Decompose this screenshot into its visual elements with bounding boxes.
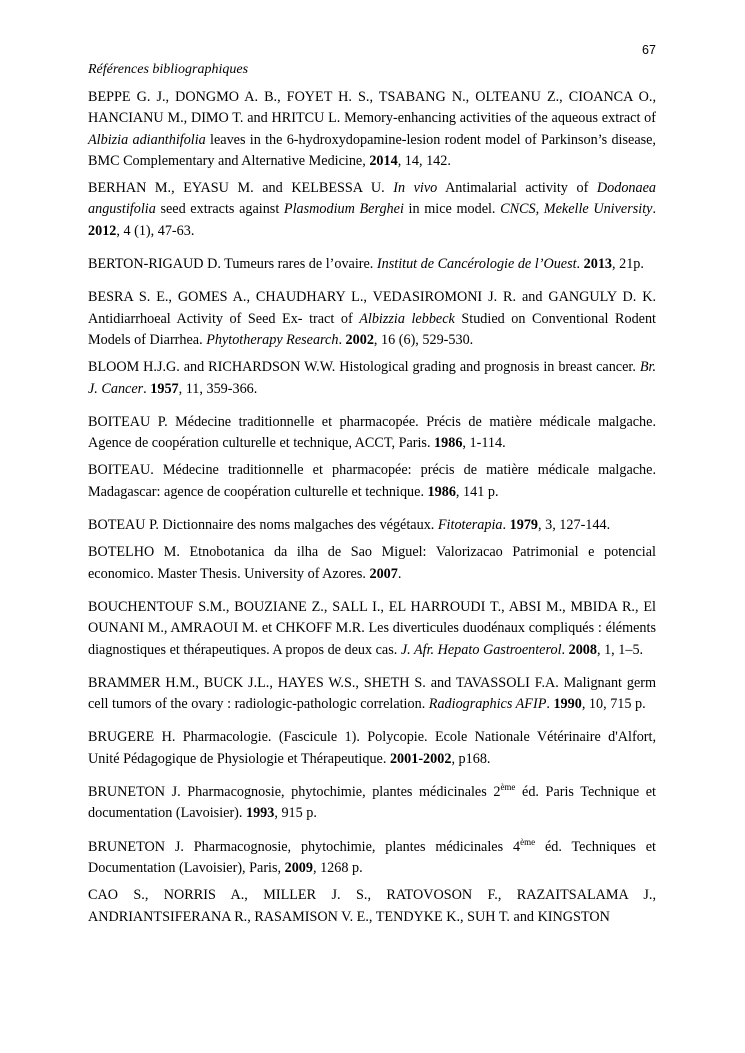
reference-year: 2013	[583, 256, 613, 273]
reference-italic-text: In vivo	[393, 180, 438, 197]
reference-text: , 1-114.	[462, 435, 506, 452]
reference-text: .	[561, 641, 569, 658]
reference-italic-text: Fitoterapia	[437, 517, 503, 534]
reference-year: 1986	[427, 483, 456, 500]
reference-text: , 21p.	[612, 256, 644, 273]
reference-text: Antimalarial activity of	[437, 180, 597, 197]
reference-entry	[88, 357, 656, 400]
reference-list	[88, 87, 656, 934]
reference-text: , 141 p.	[455, 483, 499, 500]
reference-italic-text: Radiographics AFIP	[428, 696, 547, 713]
reference-text: , 1, 1–5.	[596, 641, 644, 658]
reference-text: , p168.	[451, 750, 491, 767]
reference-text: in mice model.	[403, 201, 501, 218]
reference-year: 1957	[150, 380, 179, 397]
reference-entry	[88, 287, 656, 351]
reference-year: 1979	[509, 517, 538, 534]
reference-text: BOITEAU P. Médecine traditionnelle et pharmacopée. Précis de matière médicale malgache. Agence de coopération culturelle et technique, ACCT, Paris.	[88, 413, 656, 452]
reference-year: 2012	[88, 222, 117, 239]
reference-entry	[88, 885, 656, 928]
reference-entry	[88, 673, 656, 716]
reference-text: BRUNETON J. Pharmacognosie, phytochimie, plantes médicinales 4	[88, 838, 521, 855]
reference-entry	[88, 542, 656, 585]
reference-italic-text: Phytotherapy Research	[206, 331, 339, 348]
reference-text: CAO S., NORRIS A., MILLER J. S., RATOVOSON F., RAZAITSALAMA J., ANDRIANTSIFERANA R., RASAMISON V. E., TENDYKE K., SUH T. and KINGSTON	[88, 887, 656, 925]
page-number: 67	[642, 43, 656, 57]
reference-text: BRAMMER H.M., BUCK J.L., HAYES W.S., SHETH S. and TAVASSOLI F.A. Malignant germ cell tumors of the ovary : radiologic-pathologic correlation.	[88, 674, 656, 713]
reference-italic-text: Institut de Cancérologie de l’Ouest	[376, 256, 577, 273]
reference-entry	[88, 837, 656, 880]
reference-text: seed extracts against	[155, 201, 284, 218]
reference-italic-text: Br. J. Cancer	[88, 359, 656, 397]
reference-text: , 10, 715 p.	[581, 696, 646, 713]
reference-italic-text: Albizia adianthifolia	[88, 131, 206, 148]
reference-italic-text: Albizzia lebbeck	[359, 310, 455, 327]
reference-year: 2014	[369, 152, 398, 169]
reference-text: , 3, 127-144.	[538, 517, 611, 534]
reference-superscript: ème	[520, 836, 536, 847]
reference-text: .	[652, 201, 656, 218]
section-heading: Références bibliographiques	[88, 62, 249, 77]
reference-year: 2007	[369, 565, 398, 582]
reference-entry	[88, 412, 656, 455]
reference-entry	[88, 515, 656, 536]
reference-entry	[88, 727, 656, 770]
reference-text: BERTON-RIGAUD D. Tumeurs rares de l’ovaire.	[88, 256, 377, 273]
reference-italic-text: J. Afr. Hepato Gastroenterol	[400, 641, 562, 658]
reference-text: .	[397, 565, 402, 582]
reference-text: BOITEAU. Médecine traditionnelle et pharmacopée: précis de matière médicale malgache. Madagascar: agence de coopération culturelle et technique.	[88, 462, 656, 500]
reference-text: BOUCHENTOUF S.M., BOUZIANE Z., SALL I., EL HARROUDI T., ABSI M., MBIDA R., El OUNANI M., AMRAOUI M. et CHKOFF M.R. Les diverticules duodénaux compliqués : éléments diagnostiques et thérapeutiques. A propos de deux cas.	[88, 598, 656, 658]
reference-text: , 915 p.	[274, 805, 317, 822]
reference-text: BRUGERE H. Pharmacologie. (Fascicule 1). Polycopie. Ecole Nationale Vétérinaire d'Alfort, Unité Pédagogique de Physiologie et Thérapeutique.	[88, 729, 656, 767]
reference-superscript: ème	[500, 782, 516, 793]
reference-italic-text: Plasmodium Berghei	[283, 201, 404, 218]
reference-text: éd. Paris Technique et documentation (Lavoisier).	[88, 784, 656, 822]
reference-entry	[88, 460, 656, 503]
reference-text: Studied on Conventional Rodent Models of Diarrhea.	[88, 310, 656, 348]
reference-text: , 14, 142.	[397, 152, 451, 169]
reference-entry	[88, 597, 656, 661]
reference-text: BOTELHO M. Etnobotanica da ilha de Sao Miguel: Valorizacao Patrimonial e potencial economico. Master Thesis. University of Azores.	[88, 544, 656, 582]
reference-text: , 4 (1), 47-63.	[116, 222, 195, 239]
reference-text: BEPPE G. J., DONGMO A. B., FOYET H. S., TSABANG N., OLTEANU Z., CIOANCA O., HANCIANU M., DIMO T. and HRITCU L. Memory-enhancing activities of the aqueous extract of	[88, 89, 656, 127]
reference-year: 1986	[434, 435, 463, 452]
reference-text: BOTEAU P. Dictionnaire des noms malgaches des végétaux.	[88, 517, 438, 534]
reference-text: .	[546, 696, 554, 713]
reference-year: 2008	[568, 641, 597, 658]
reference-entry	[88, 87, 656, 172]
reference-year: 1990	[553, 696, 582, 713]
reference-year: 2002	[345, 331, 374, 348]
reference-text: , 11, 359-366.	[178, 380, 258, 397]
reference-text: BRUNETON J. Pharmacognosie, phytochimie, plantes médicinales 2	[88, 784, 501, 801]
reference-text: éd. Techniques et Documentation (Lavoisier), Paris,	[88, 838, 656, 876]
reference-entry	[88, 178, 656, 242]
reference-text: .	[143, 380, 151, 397]
reference-year: 2001-2002	[389, 750, 452, 767]
reference-year: 2009	[284, 859, 313, 876]
reference-text: .	[338, 331, 346, 348]
reference-text: .	[502, 517, 510, 534]
reference-text: , 16 (6), 529-530.	[373, 331, 474, 348]
reference-entry	[88, 782, 656, 825]
reference-text: BLOOM H.J.G. and RICHARDSON W.W. Histological grading and prognosis in breast cancer.	[88, 359, 640, 376]
reference-text: BESRA S. E., GOMES A., CHAUDHARY L., VEDASIROMONI J. R. and GANGULY D. K. Antidiarrhoeal Activity of Seed Ex- tract of	[88, 289, 656, 327]
reference-text: .	[576, 256, 584, 273]
reference-text: , 1268 p.	[312, 859, 363, 876]
reference-text: BERHAN M., EYASU M. and KELBESSA U.	[88, 180, 394, 197]
reference-italic-text: Dodonaea angustifolia	[88, 180, 656, 218]
reference-year: 1993	[245, 805, 275, 822]
reference-italic-text: CNCS, Mekelle University	[500, 201, 653, 218]
reference-text: leaves in the 6-hydroxydopamine-lesion rodent model of Parkinson’s disease, BMC Complementary and Alternative Medicine,	[88, 131, 656, 169]
reference-entry	[88, 254, 656, 275]
